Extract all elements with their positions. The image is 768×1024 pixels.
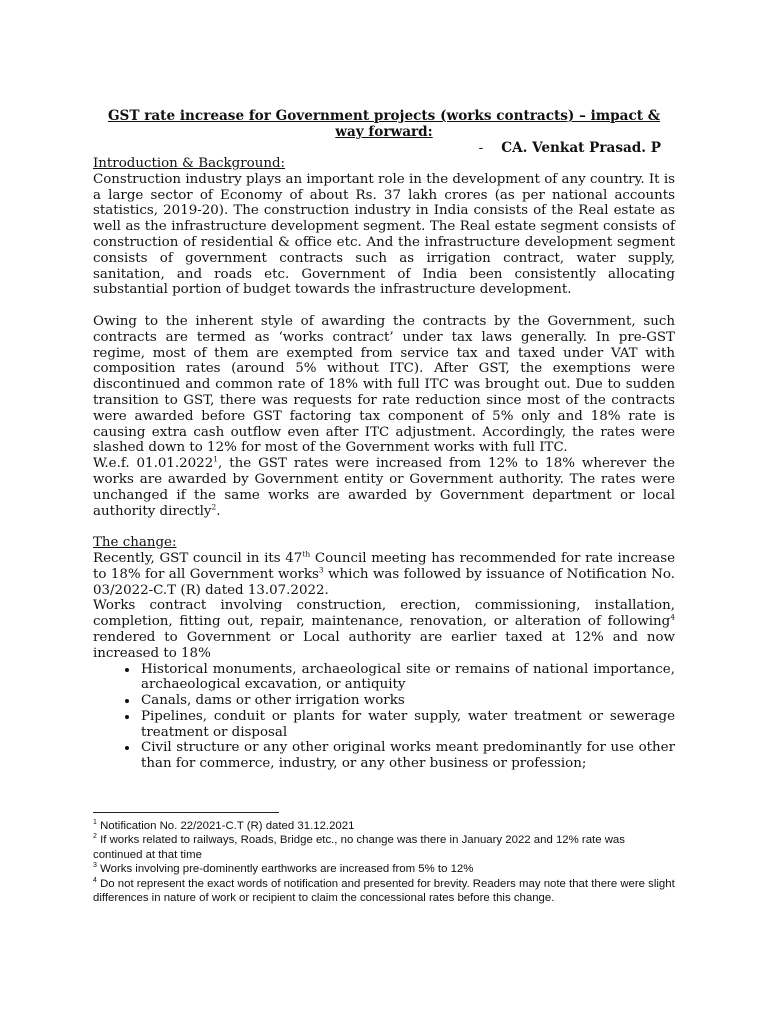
intro-paragraph-3 — [93, 456, 675, 519]
paragraph-gap — [93, 298, 675, 314]
footnote-text: Works involving pre-dominently earthworks are increased from 5% to 12% — [96, 863, 474, 876]
para3-text-b: , the GST rates were increased from 12% to 18% wherever the works are awarded by Government entity or Government authority. The rates were unchanged if the same works are awarded by Government department or local authority directly — [93, 456, 675, 519]
author-line — [93, 140, 675, 156]
change-heading: The change: — [93, 535, 177, 551]
footnote-2 — [93, 833, 675, 862]
footnote-ref-4[interactable]: 4 — [670, 612, 675, 622]
change1-text-a: Recently, GST council in its 47 — [93, 550, 303, 566]
footnote-1 — [93, 819, 675, 833]
list-item: • Historical monuments, archaeological site or remains of national importance, archaeological excavation, or antiquity — [139, 662, 675, 694]
list-item: • Civil structure or any other original works meant predominantly for use other than for commerce, industry, or any other business or profession; — [139, 740, 675, 772]
list-item: • Pipelines, conduit or plants for water supply, water treatment or sewerage treatment or disposal — [139, 709, 675, 741]
footnote-3 — [93, 862, 675, 876]
para3-text-a: W.e.f. 01.01.2022 — [93, 456, 214, 472]
change2-text-b: rendered to Government or Local authority are earlier taxed at 12% and now increased to 18% — [93, 629, 675, 661]
change1-text-b: Council meeting has recommended for rate increase to 18% for all Government works — [93, 550, 676, 582]
footnote-number: 2 — [93, 833, 97, 841]
footnote-number: 1 — [93, 819, 97, 827]
intro-heading: Introduction & Background: — [93, 156, 286, 171]
intro-paragraph-2: Owing to the inherent style of awarding the contracts by the Government, such contracts are termed as ‘works contract’ under tax laws generally. In pre-GST regime, most of them are exempted from service tax and taxed under VAT with composition rates (around 5% without ITC). After GST, the exemptions were discontinued and common rate of 18% with full ITC was brought out. Due to sudden transition to GST, there was requests for rate reduction since most of the contracts were awarded before GST factoring tax component of 5% only and 18% rate is causing extra cash outflow even after ITC adjustment. Accordingly, the rates were slashed down to 12% for most of the Government works with full ITC. — [93, 313, 675, 456]
change1-text-c: which was followed by issuance of Notification No. 03/2022-C.T (R) dated 13.07.2022. — [93, 566, 675, 598]
para3-text-c: . — [216, 503, 221, 519]
footnote-separator — [93, 812, 279, 813]
footnote-text: Do not represent the exact words of notification and presented for brevity. Readers may note that there were slight differences in nature of work or recipient to claim the concessional rates before this change. — [93, 877, 675, 905]
ordinal-suffix: th — [302, 549, 311, 559]
author-name: CA. Venkat Prasad. P — [501, 140, 661, 156]
footnote-ref-1[interactable]: 1 — [213, 454, 218, 464]
footnote-ref-2[interactable]: 2 — [211, 502, 217, 512]
works-bullet-list — [93, 662, 675, 773]
document-title: GST rate increase for Government projects (works contracts) – impact & way forward: — [107, 108, 661, 140]
change-paragraph-1 — [93, 551, 675, 598]
footnotes — [93, 819, 675, 905]
footnote-text: Notification No. 22/2021-C.T (R) dated 31.12.2021 — [96, 820, 355, 832]
paragraph-gap — [93, 519, 675, 535]
footnote-4 — [93, 877, 675, 906]
footnote-text: If works related to railways, Roads, Bridge etc., no change was there in January 2022 and 12% rate was continued at that time — [93, 834, 625, 861]
author-dash: - — [478, 140, 484, 156]
footnote-ref-3[interactable]: 3 — [318, 565, 324, 575]
document-body — [93, 108, 675, 772]
change2-text-a: Works contract involving construction, erection, commissioning, installation, completion, fitting out, repair, maintenance, renovation, or alteration of following — [93, 598, 675, 630]
change-paragraph-2 — [93, 598, 675, 661]
list-item: • Canals, dams or other irrigation works — [139, 693, 675, 709]
footnote-number: 4 — [93, 876, 97, 884]
intro-paragraph-1: Construction industry plays an important role in the development of any country. It is a large sector of Economy of about Rs. 37 lakh crores (as per national accounts statistics, 2019-20). The construction industry in India consists of the Real estate as well as the infrastructure development segment. The Real estate segment consists of construction of residential & office etc. And the infrastructure development segment consists of government contracts such as irrigation contract, water supply, sanitation, and roads etc. Government of India been consistently allocating substantial portion of budget towards the infrastructure development. — [93, 171, 675, 298]
footnote-number: 3 — [93, 862, 97, 870]
